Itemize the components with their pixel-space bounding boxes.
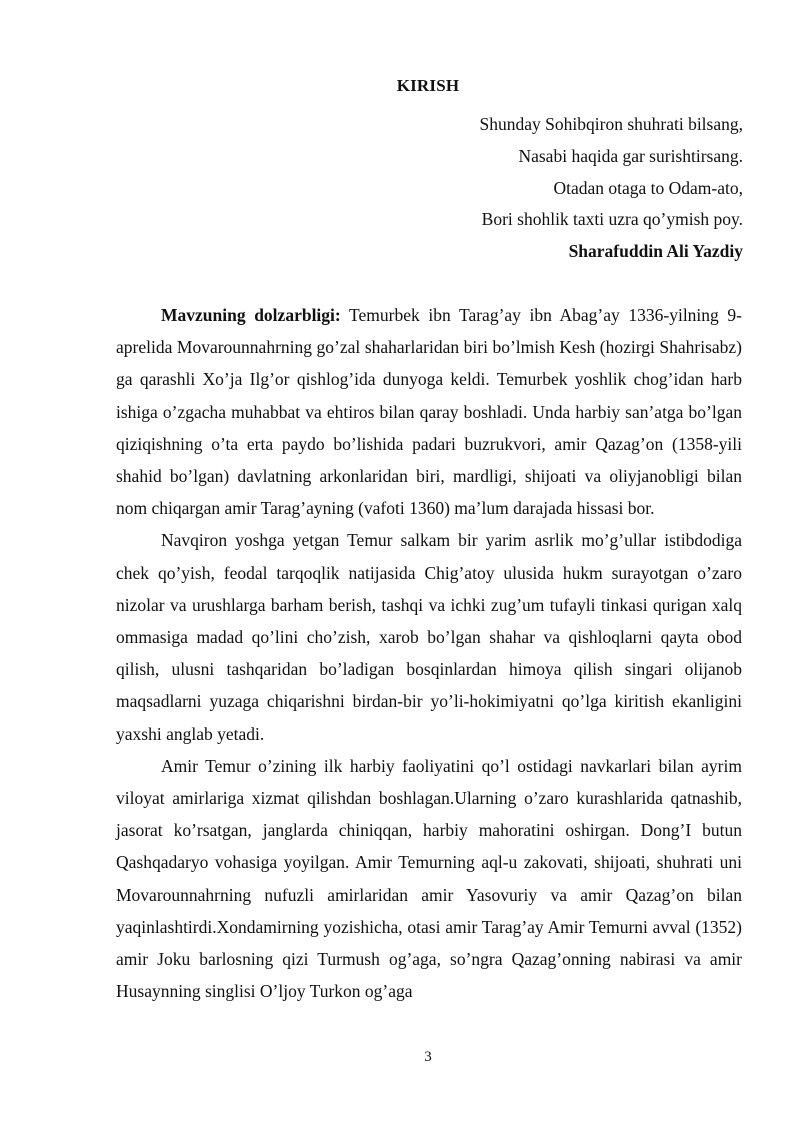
- section-heading: KIRISH: [396, 76, 460, 95]
- paragraph-text: Navqiron yoshga yetgan Temur salkam bir yarim asrlik mo’g’ullar istibdodiga chek qo’yish, feodal tarqoqlik natijasida Chig’atoy ulusida hukm surayotgan o’zaro nizolar va urushlarga barham berish, tashqi va ichki zug’um tufayli tinkasi qurigan xalq ommasiga madad qo’lini cho’zish, xarob bo’lgan shahar va qishloqlarni qayta obod qilish, ulusni tashqaridan bo’ladigan bosqinlardan himoya qilish singari olijanob maqsadlarni yuzaga chiqarishni birdan-bir yo’li-hokimiyatni qo’lga kiritish ekanligini yaxshi anglab yetadi.: [116, 530, 742, 744]
- paragraph-lead: Mavzuning dolzarbligi:: [161, 305, 341, 325]
- epigraph-line: Nasabi haqida gar surishtirsang.: [518, 145, 743, 166]
- paragraph-text: Amir Temur o’zining ilk harbiy faoliyatini qo’l ostidagi navkarlari bilan ayrim viloyat amirlariga xizmat qilishdan boshlagan.Ularning o’zaro kurashlarida qatnashib, jasorat ko’rsatgan, janglarda chiniqqan, harbiy mahoratini oshirgan. Dong’I butun Qashqadaryo vohasiga yoyilgan. Amir Temurning aql-u zakovati, shijoati, shuhrati uni Movarounnahrning nufuzli amirlaridan amir Yasovuriy va amir Qazag’on bilan yaqinlashtirdi.Xondamirning yozishicha, otasi amir Tarag’ay Amir Temurni avval (1352) amir Joku barlosning qizi Turmush og’aga, so’ngra Qazag’onning nabirasi va amir Husaynning singlisi O’ljoy Turkon og’aga: [116, 755, 742, 1002]
- epigraph-author: Sharafuddin Ali Yazdiy: [568, 241, 743, 262]
- body-text: [116, 299, 742, 1007]
- paragraph-text: Temurbek ibn Tarag’ay ibn Abag’ay 1336-yilning 9-aprelida Movarounnahrning go’zal shaharlaridan biri bo’lmish Kesh (hozirgi Shahrisabz) ga qarashli Xo’ja Ilg’or qishlog’ida dunyoga keldi. Temurbek yoshlik chog’idan harb ishiga o’zgacha muhabbat va ehtiros bilan qaray boshladi. Unda harbiy san’atga bo’lgan qiziqishning o’ta erta paydo bo’lishida padari buzrukvori, amir Qazag’on (1358-yili shahid bo’lgan) davlatning arkonlaridan biri, mardligi, shijoati va oliyjanobligi bilan nom chiqargan amir Tarag’ayning (vafoti 1360) ma’lum darajada hissasi bor.: [116, 305, 742, 519]
- paragraph: [116, 524, 742, 749]
- epigraph-line: Shunday Sohibqiron shuhrati bilsang,: [479, 114, 743, 134]
- epigraph: [480, 109, 743, 268]
- page-number: 3: [424, 1049, 432, 1065]
- paragraph-relevance: [116, 299, 742, 524]
- epigraph-line: Bori shohlik taxti uzra qo’ymish poy.: [481, 209, 743, 230]
- paragraph: [116, 750, 742, 1008]
- epigraph-line: Otadan otaga to Odam-ato,: [553, 177, 743, 198]
